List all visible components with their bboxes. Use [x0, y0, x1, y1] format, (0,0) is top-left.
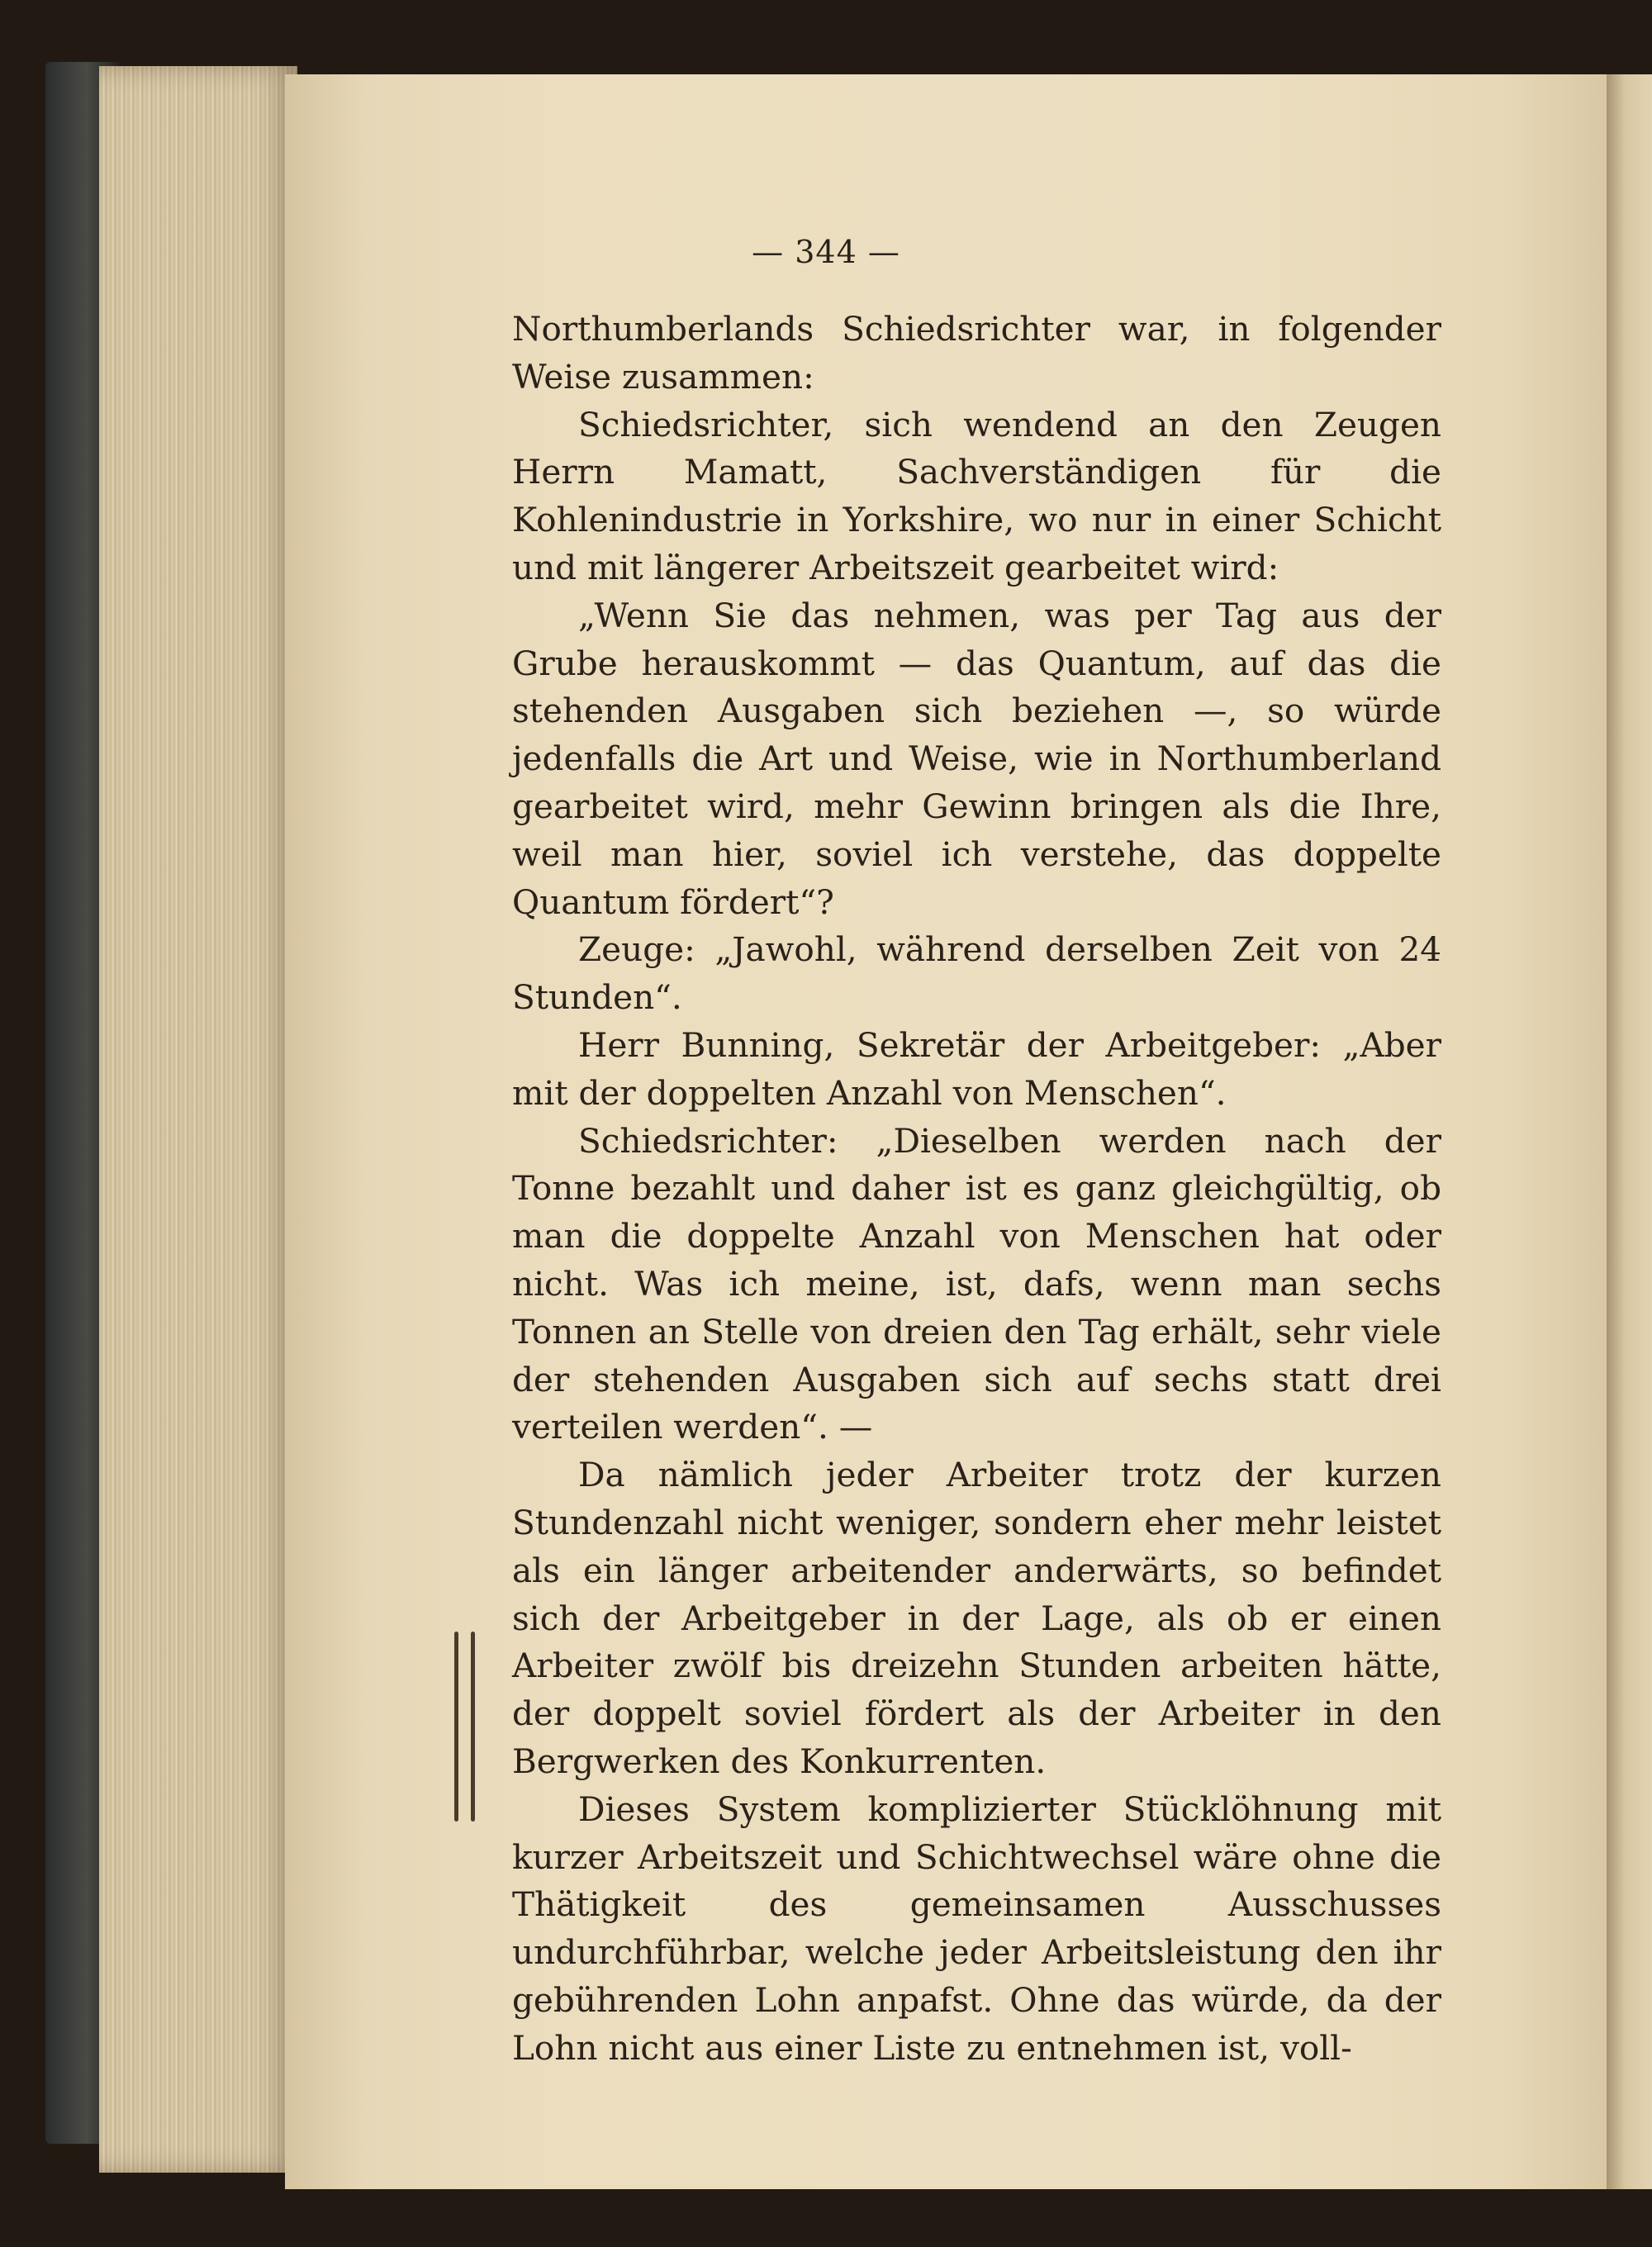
paragraph-8: Dieses System komplizierter Stücklöhnung mit kurzer Arbeitszeit und Schichtwechsel wäre ohne die Thätigkeit des gemeinsamen Ausschusses undurchführbar, welche jeder Arbeitsleistung den ihr gebührenden Lohn anpafst. Ohne das würde, da der Lohn nicht aus einer Liste zu entnehmen ist, voll- [512, 1789, 1441, 2068]
paragraph-4: Zeuge: „Jawohl, während derselben Zeit von 24 Stunden“. [512, 929, 1441, 1018]
paragraph-6: Schiedsrichter: „Dieselben werden nach der Tonne bezahlt und daher ist es ganz gleichgültig, ob man die doppelte Anzahl von Menschen hat oder nicht. Was ich meine, ist, dafs, wenn man sechs Tonnen an Stelle von dreien den Tag erhält, sehr viele der stehenden Ausgaben sich auf sechs statt drei verteilen werden“. — [512, 1120, 1441, 1447]
paragraph-3: „Wenn Sie das nehmen, was per Tag aus der Grube herauskommt — das Quantum, auf das die stehenden Ausgaben sich beziehen —, so würde jedenfalls die Art und Weise, wie in Northumberland gearbeitet wird, mehr Gewinn bringen als die Ihre, weil man hier, soviel ich verstehe, das doppelte Quantum fördert“? [512, 595, 1441, 922]
paragraph-2: Schiedsrichter, sich wendend an den Zeugen Herrn Mamatt, Sachverständigen für die Kohlenindustrie in Yorkshire, wo nur in einer Schicht und mit längerer Arbeitszeit gearbeitet wird: [512, 404, 1441, 587]
paragraph-5: Herr Bunning, Sekretär der Arbeitgeber: „Aber mit der doppelten Anzahl von Menschen“. [512, 1024, 1441, 1113]
paragraph-7: Da nämlich jeder Arbeiter trotz der kurzen Stundenzahl nicht weniger, sondern eher mehr leistet als ein länger arbeitender anderwärts, so befindet sich der Arbeitgeber in der Lage, als ob er einen Arbeiter zwölf bis dreizehn Stunden arbeiten hätte, der doppelt soviel fördert als der Arbeiter in den Bergwerken des Konkurrenten. [512, 1455, 1441, 1781]
page-edges [99, 66, 297, 2173]
page-number-header: — 344 — [752, 234, 900, 270]
body-text [512, 306, 1441, 2072]
facing-page-edge [1607, 74, 1652, 2189]
margin-pencil-mark [453, 1632, 486, 1822]
paragraph-1: Northumberlands Schiedsrichter war, in folgender Weise zusammen: [512, 309, 1441, 397]
